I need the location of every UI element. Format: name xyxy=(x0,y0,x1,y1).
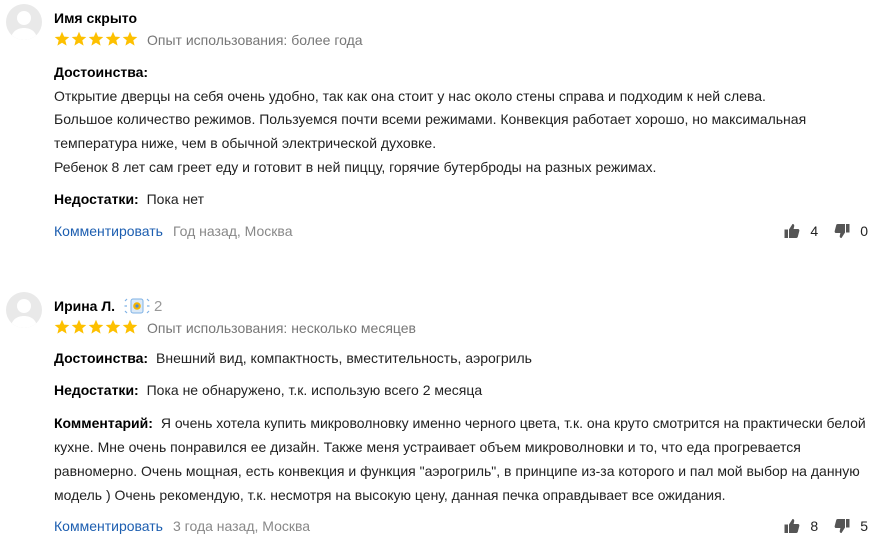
star-icon xyxy=(122,319,138,335)
comment-line: модель ) Очень рекомендую, т.к. несмотря на высокую цену, данная печка оправдывает все ожидания. xyxy=(54,487,726,503)
review-date-location: 3 года назад, Москва xyxy=(172,518,311,534)
cons-row xyxy=(54,378,874,402)
comment-line: равномерно. Очень мощная, есть конвекция и функция "аэрогриль", в принципе из-за которого и пал мой выбор на данную xyxy=(54,463,860,479)
badge-count: 2 xyxy=(154,297,163,315)
like-button[interactable] xyxy=(784,518,818,534)
cons-text: Пока нет xyxy=(146,191,205,207)
pros-text: Внешний вид, компактность, вместительность, аэрогриль xyxy=(156,350,532,366)
like-count: 4 xyxy=(810,223,819,239)
comment-label: Комментарий: xyxy=(54,415,153,431)
comment-line: кухне. Мне очень понравился ее дизайн. Также меня устраивает объем микроволновки и то, что еда прогревается xyxy=(54,439,801,455)
thumbs-down-icon xyxy=(834,518,850,534)
pros-line: Открытие дверцы на себя очень удобно, так как она стоит у нас около стены справа и подходим к ней слева. xyxy=(54,88,766,104)
author-name[interactable]: Ирина Л. xyxy=(54,298,116,314)
rating-stars xyxy=(54,319,138,335)
dislike-button[interactable] xyxy=(834,518,868,534)
usage-experience: Опыт использования: несколько месяцев xyxy=(147,320,416,336)
comment-link[interactable]: Комментировать xyxy=(54,223,163,239)
dislike-count: 5 xyxy=(860,518,868,534)
badge-icon xyxy=(124,297,150,315)
user-badge[interactable] xyxy=(124,297,162,315)
like-count: 8 xyxy=(810,518,819,534)
pros-line: Ребенок 8 лет сам греет еду и готовит в ней пиццу, горячие бутерброды на разных режимах. xyxy=(54,159,657,175)
star-icon xyxy=(54,319,70,335)
dislike-count: 0 xyxy=(860,223,868,239)
thumbs-up-icon xyxy=(784,518,800,534)
votes xyxy=(784,518,868,534)
star-icon xyxy=(88,319,104,335)
author-name[interactable]: Имя скрыто xyxy=(54,10,138,26)
pros-label: Достоинства: xyxy=(54,350,149,366)
review-footer xyxy=(54,518,310,534)
comment-text: Я очень хотела купить микроволновку именно черного цвета, т.к. она круто смотрится на практически белой xyxy=(160,415,866,431)
cons-label: Недостатки: xyxy=(54,191,139,207)
pros-row xyxy=(54,346,874,370)
cons-text: Пока не обнаружено, т.к. использую всего 2 месяца xyxy=(146,382,483,398)
usage-experience: Опыт использования: более года xyxy=(147,32,363,48)
user-avatar-icon xyxy=(6,292,42,328)
comment-link[interactable]: Комментировать xyxy=(54,518,163,534)
cons-label: Недостатки: xyxy=(54,382,139,398)
pros-label-text: Достоинства: xyxy=(54,64,149,80)
review-date-location: Год назад, Москва xyxy=(172,223,293,239)
comment-line xyxy=(54,411,874,435)
pros-line: Большое количество режимов. Пользуемся почти всеми режимами. Конвекция работает хорошо, но максимальная xyxy=(54,111,807,127)
star-icon xyxy=(105,319,121,335)
pros-line: температура ниже, чем в обычной электрической духовке. xyxy=(54,135,437,151)
star-icon xyxy=(71,319,87,335)
